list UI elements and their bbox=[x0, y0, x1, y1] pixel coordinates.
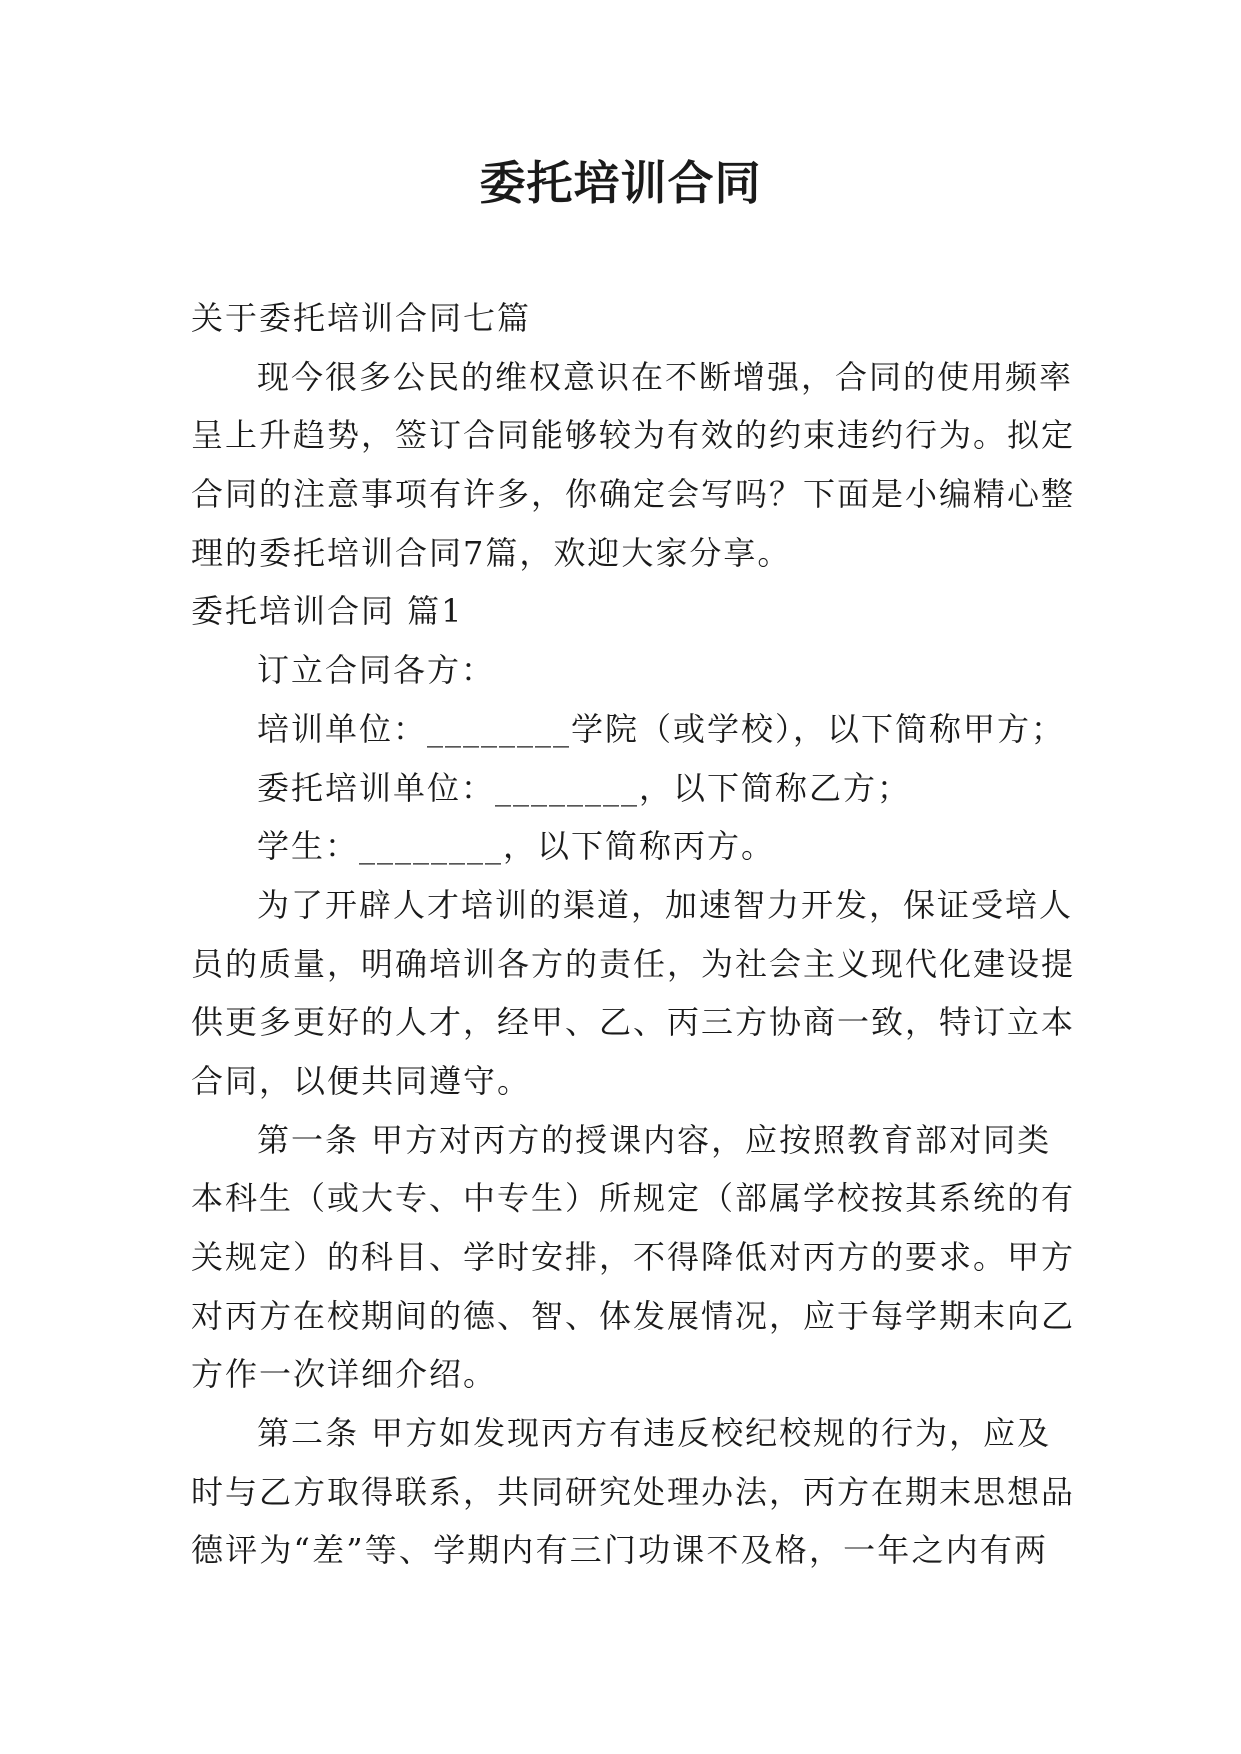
paragraph-line: 学生：________，以下简称丙方。 bbox=[257, 827, 776, 866]
section-heading: 委托培训合同 篇1 bbox=[191, 592, 464, 631]
paragraph-line: 本科生（或大专、中专生）所规定（部属学校按其系统的有 bbox=[191, 1179, 1076, 1218]
paragraph-line: 订立合同各方： bbox=[257, 651, 496, 690]
paragraph-line: 供更多更好的人才，经甲、乙、丙三方协商一致，特订立本 bbox=[191, 1003, 1076, 1042]
paragraph-line: 员的质量，明确培训各方的责任，为社会主义现代化建设提 bbox=[191, 944, 1076, 983]
paragraph-line: 对丙方在校期间的德、智、体发展情况，应于每学期末向乙 bbox=[191, 1296, 1076, 1335]
paragraph-line: 第二条 甲方如发现丙方有违反校纪校规的行为，应及 bbox=[257, 1414, 1052, 1453]
paragraph-line: 委托培训单位：________，以下简称乙方； bbox=[257, 768, 912, 807]
paragraph-line: 第一条 甲方对丙方的授课内容，应按照教育部对同类 bbox=[257, 1120, 1052, 1159]
paragraph-line: 德评为“差”等、学期内有三门功课不及格，一年之内有两 bbox=[191, 1531, 1048, 1570]
paragraph-line: 关规定）的科目、学时安排，不得降低对丙方的要求。甲方 bbox=[191, 1238, 1076, 1276]
document-subtitle: 关于委托培训合同七篇 bbox=[191, 299, 532, 337]
paragraph-line: 合同，以便共同遵守。 bbox=[191, 1061, 532, 1100]
paragraph-line: 合同的注意事项有许多，你确定会写吗？下面是小编精心整 bbox=[191, 475, 1076, 514]
paragraph-line: 时与乙方取得联系，共同研究处理办法，丙方在期末思想品 bbox=[191, 1472, 1076, 1511]
document-body bbox=[191, 289, 1076, 1580]
paragraph-line: 呈上升趋势，签订合同能够较为有效的约束违约行为。拟定 bbox=[191, 416, 1076, 455]
document-title: 委托培训合同 bbox=[479, 156, 762, 210]
paragraph-line: 方作一次详细介绍。 bbox=[191, 1355, 498, 1394]
paragraph-line: 培训单位：________学院（或学校），以下简称甲方； bbox=[257, 709, 1066, 748]
paragraph-line: 为了开辟人才培训的渠道，加速智力开发，保证受培人 bbox=[257, 885, 1074, 924]
paragraph-line: 理的委托培训合同7篇，欢迎大家分享。 bbox=[191, 533, 792, 572]
paragraph-line: 现今很多公民的维权意识在不断增强，合同的使用频率 bbox=[257, 357, 1074, 396]
